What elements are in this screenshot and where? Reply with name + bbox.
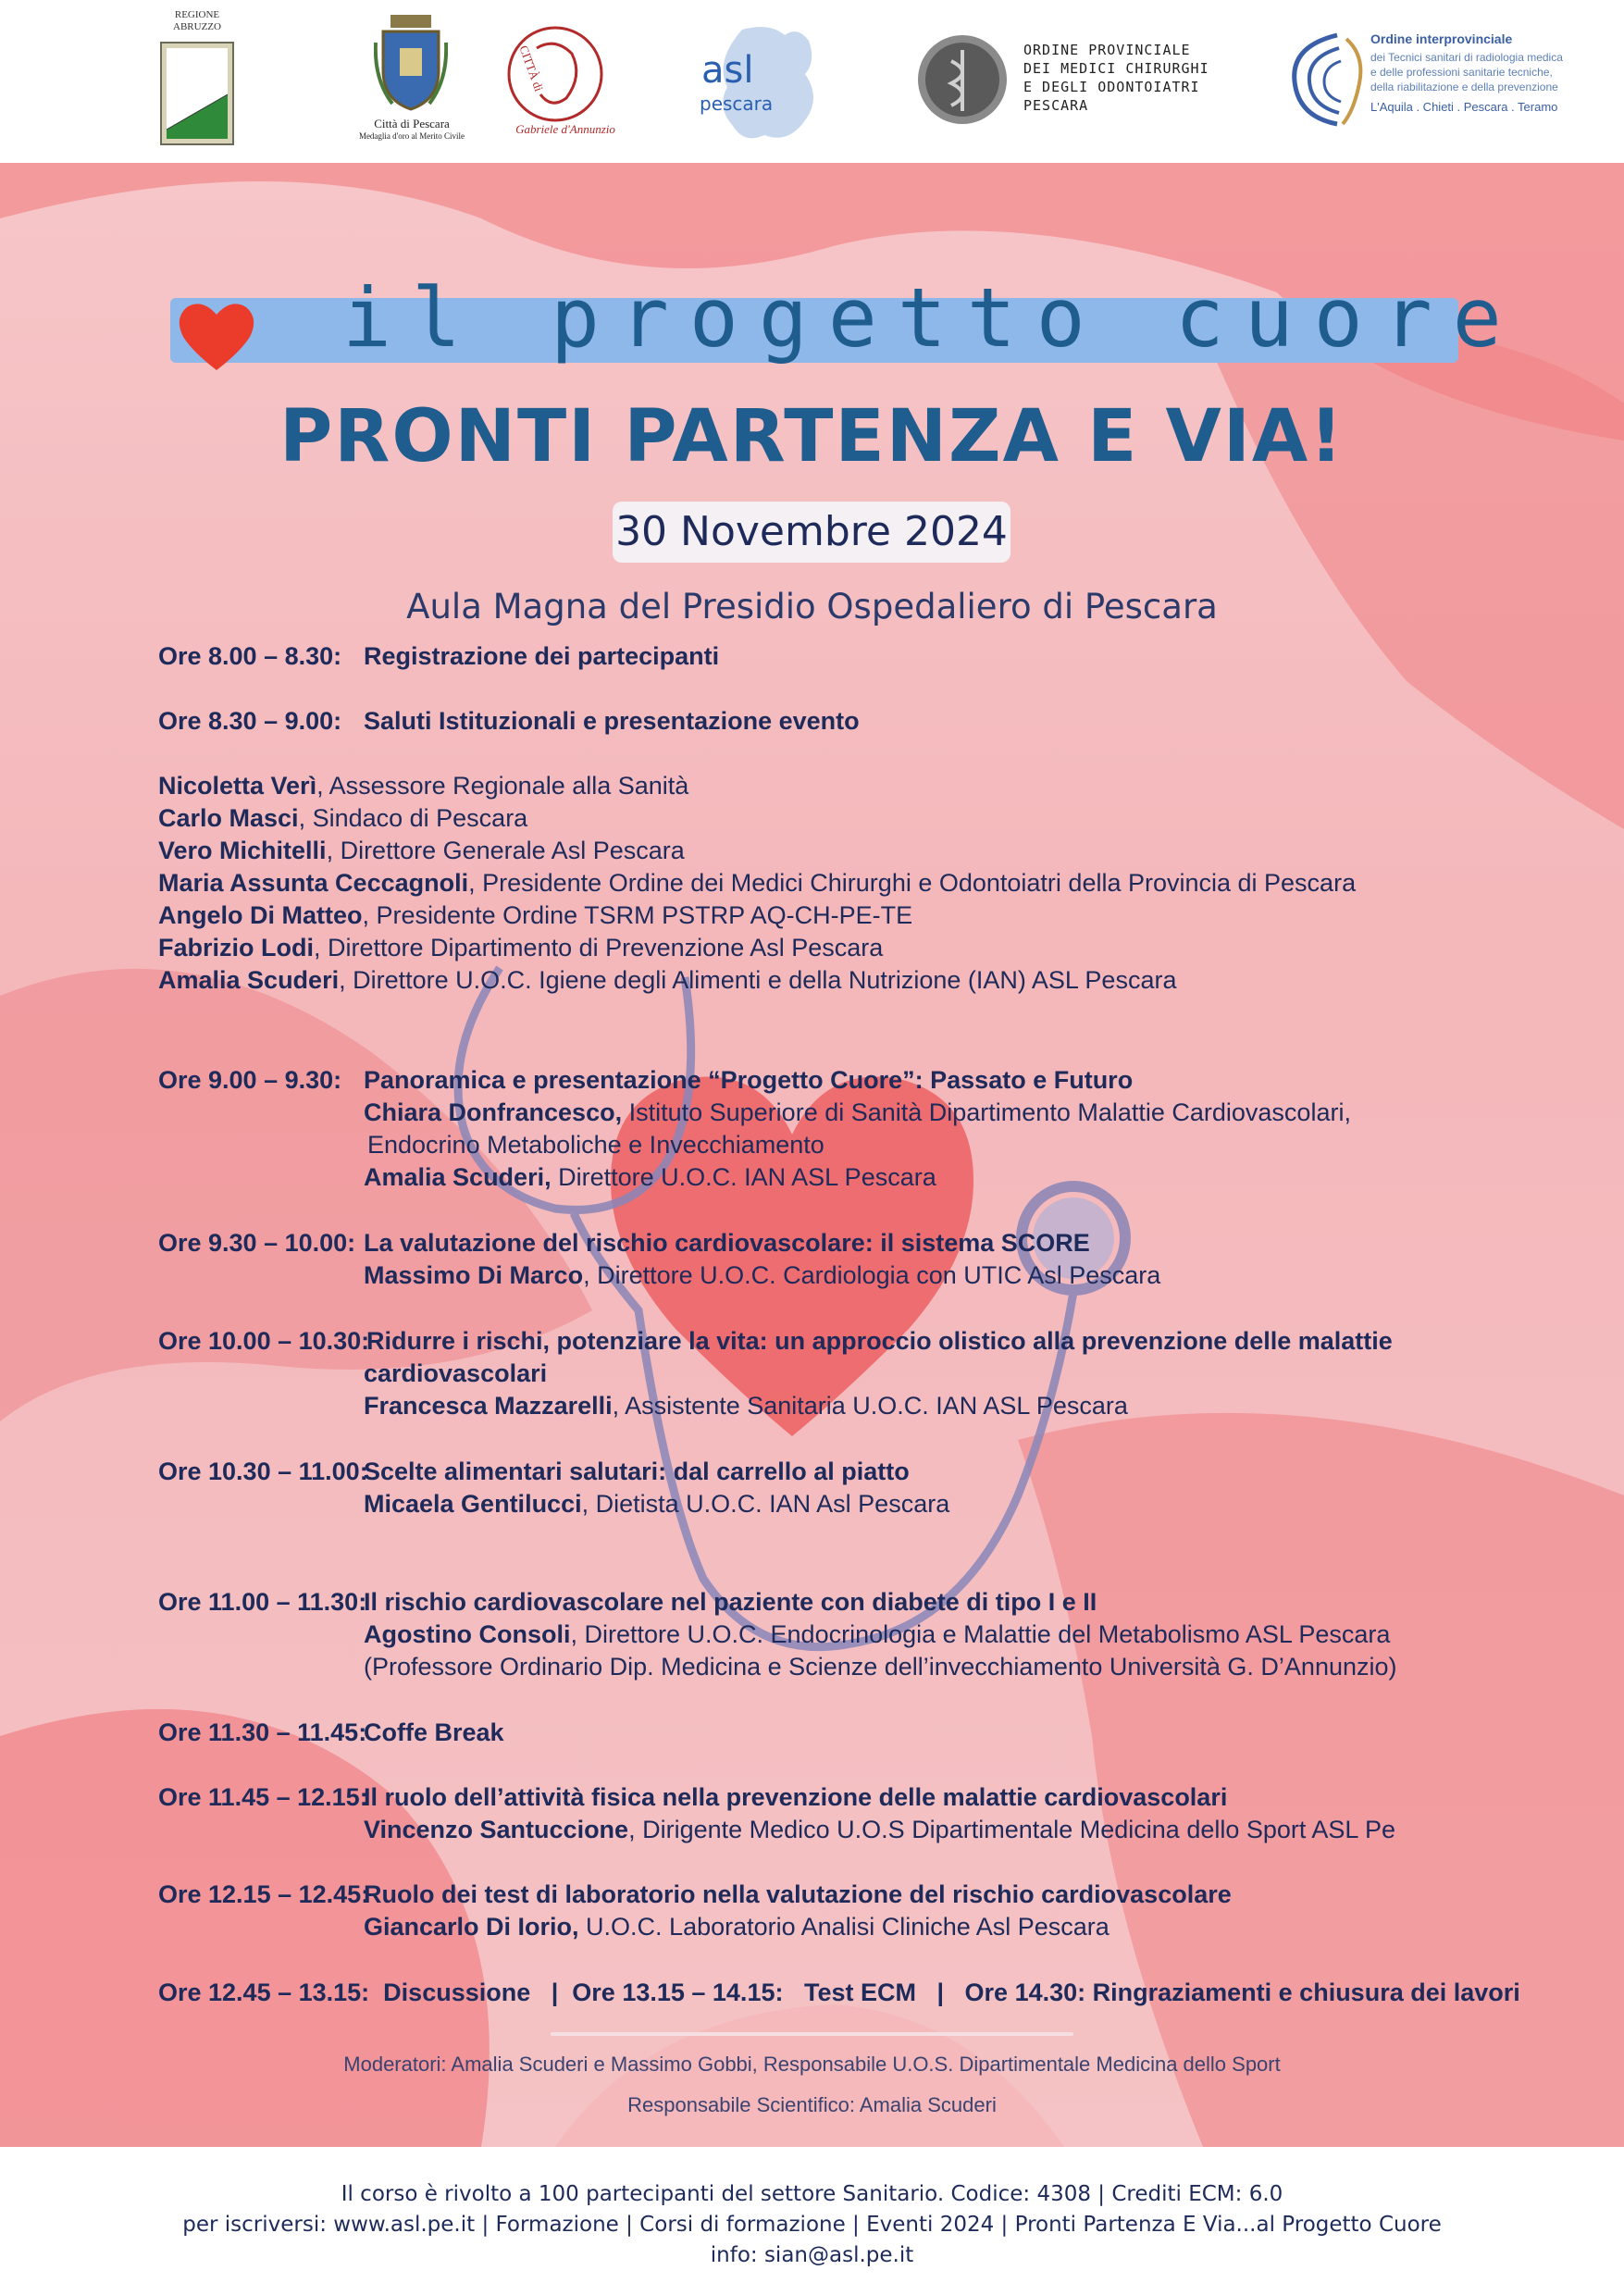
speaker-role: , Direttore Generale Asl Pescara — [326, 837, 685, 864]
speaker-name: Francesca Mazzarelli — [364, 1392, 613, 1420]
session-time: Ore 10.00 – 10.30: — [158, 1327, 370, 1355]
speaker-row — [158, 835, 685, 867]
speaker-role: , Presidente Ordine TSRM PSTRP AQ-CH-PE-TE — [362, 901, 913, 929]
speaker-row — [364, 1390, 1128, 1422]
speaker-name: Carlo Masci — [158, 804, 299, 832]
speaker-role: , Direttore U.O.C. Cardiologia con UTIC Asl Pescara — [583, 1261, 1161, 1289]
asl-label: asl — [701, 49, 754, 92]
session-time: Ore 9.00 – 9.30: — [158, 1066, 342, 1094]
dannunzio-emblem-icon — [500, 20, 611, 128]
contact-email[interactable]: info: sian@asl.pe.it — [710, 2243, 914, 2267]
speaker-row — [158, 964, 1176, 997]
ordine-tsrm-logo — [1282, 28, 1596, 130]
registration-info[interactable]: per iscriversi: www.asl.pe.it | Formazione | Corsi di formazione | Eventi 2024 | Pronti Partenza E Via...al Progetto Cuore — [182, 2213, 1442, 2237]
speaker-row — [364, 1259, 1160, 1292]
speaker-row — [158, 932, 883, 964]
speaker-name: Agostino Consoli — [364, 1620, 571, 1648]
dannunzio-signature: Gabriele d'Annunzio — [515, 122, 615, 136]
session-time: Ore 11.30 – 11.45: — [158, 1718, 367, 1746]
speaker-row — [158, 867, 1356, 899]
asl-pescara-logo — [696, 19, 825, 148]
speaker-name: Nicoletta Verì — [158, 772, 317, 800]
scientific-lead: Responsabile Scientifico: Amalia Scuderi — [627, 2093, 997, 2116]
speaker-row — [364, 1814, 1395, 1846]
speaker-name: Amalia Scuderi — [158, 966, 340, 994]
speaker-affiliation: (Professore Ordinario Dip. Medicina e Scienze dell’invecchiamento Università G. D’Annunzio) — [364, 1653, 1397, 1681]
citta-dannunzio-logo — [500, 20, 620, 150]
session-title: Ruolo dei test di laboratorio nella valutazione del rischio cardiovascolare — [364, 1880, 1232, 1908]
speaker-name: Micaela Gentilucci — [364, 1490, 582, 1518]
ordine-medici-logo — [916, 33, 1221, 126]
ordine-tsrm-line-2: e delle professioni sanitarie tecniche, — [1370, 66, 1553, 79]
session-title: Panoramica e presentazione “Progetto Cuore”: Passato e Futuro — [364, 1066, 1134, 1094]
pescara-coat-of-arms-icon — [374, 15, 448, 111]
session-title: Coffe Break — [364, 1718, 504, 1746]
speaker-name: Maria Assunta Ceccagnoli — [158, 869, 469, 897]
speaker-row — [158, 802, 527, 835]
session-title: Ridurre i rischi, potenziare la vita: un approccio olistico alla prevenzione delle malattie — [366, 1327, 1393, 1355]
session-time: Ore 11.00 – 11.30: — [158, 1588, 367, 1616]
citta-di-pescara-label: Città di Pescara — [374, 117, 450, 130]
speaker-role-continued: Endocrino Metaboliche e Invecchiamento — [367, 1131, 824, 1159]
divider — [551, 2032, 1073, 2036]
session-time: Ore 11.45 – 12.15: — [158, 1783, 368, 1811]
speaker-role: U.O.C. Laboratorio Analisi Cliniche Asl Pescara — [578, 1913, 1110, 1941]
speaker-row — [158, 770, 688, 802]
session-title: La valutazione del rischio cardiovascolare: il sistema SCORE — [364, 1229, 1090, 1257]
speaker-name: Vero Michitelli — [158, 837, 327, 864]
event-title: PRONTI PARTENZA E VIA! — [279, 395, 1345, 478]
speaker-row — [364, 1619, 1390, 1651]
ordine-tsrm-line-3: della riabilitazione e della prevenzione — [1370, 81, 1558, 93]
ordine-medici-line-1: ORDINE PROVINCIALE — [1023, 42, 1191, 58]
speaker-role: Istituto Superiore di Sanità Dipartimento Malattie Cardiovascolari, — [622, 1098, 1351, 1126]
event-date: 30 Novembre 2024 — [613, 502, 1010, 563]
speaker-role: , Dirigente Medico U.O.S Dipartimentale Medicina dello Sport ASL Pe — [628, 1816, 1395, 1843]
speaker-row — [158, 899, 912, 932]
session-time: Ore 10.30 – 11.00: — [158, 1458, 368, 1485]
tsrm-heart-outline-icon — [1282, 28, 1367, 130]
session-title: Scelte alimentari salutari: dal carrello al piatto — [364, 1458, 910, 1485]
speaker-role: , Direttore U.O.C. Igiene degli Alimenti e della Nutrizione (IAN) ASL Pescara — [339, 966, 1177, 994]
speaker-row — [364, 1161, 936, 1194]
ordine-tsrm-line-1: dei Tecnici sanitari di radiologia medica — [1370, 51, 1563, 64]
logo-header — [0, 0, 1624, 163]
banner-heart-icon — [174, 296, 267, 376]
citta-di-pescara-motto: Medaglia d'oro al Merito Civile — [358, 131, 465, 141]
regione-abruzzo-label: REGIONE ABRUZZO — [173, 9, 221, 32]
pescara-label: pescara — [700, 93, 774, 115]
course-info: Il corso è rivolto a 100 partecipanti del settore Sanitario. Codice: 4308 | Crediti ECM: 6.0 — [341, 2182, 1283, 2206]
speaker-role: , Dietista U.O.C. IAN Asl Pescara — [581, 1490, 950, 1518]
regione-abruzzo-logo — [159, 7, 235, 152]
project-title: il progetto cuore — [342, 270, 1522, 366]
ancient-coin-icon — [916, 33, 1009, 126]
speaker-role: , Direttore Dipartimento di Prevenzione Asl Pescara — [314, 934, 884, 961]
speaker-role: , Sindaco di Pescara — [298, 804, 528, 832]
speaker-row — [364, 1911, 1110, 1943]
session-title: Il rischio cardiovascolare nel paziente con diabete di tipo I e II — [364, 1588, 1097, 1616]
session-title: Il ruolo dell’attività fisica nella prevenzione delle malattie cardiovascolari — [364, 1783, 1228, 1811]
speaker-name: Amalia Scuderi, — [364, 1163, 552, 1191]
ordine-medici-line-2: DEI MEDICI CHIRURGHI — [1023, 60, 1209, 77]
session-title: Saluti Istituzionali e presentazione evento — [364, 707, 860, 735]
session-time: Ore 12.15 – 12.45: — [158, 1880, 370, 1908]
ordine-tsrm-cities: L'Aquila . Chieti . Pescara . Teramo — [1370, 100, 1558, 114]
speaker-role: Direttore U.O.C. IAN ASL Pescara — [551, 1163, 936, 1191]
speaker-row — [364, 1097, 1351, 1129]
session-time: Ore 8.30 – 9.00: — [158, 707, 342, 735]
citta-di-label: CITTÀ di — [516, 43, 547, 93]
session-time: Ore 9.30 – 10.00: — [158, 1229, 356, 1257]
speaker-role: , Assessore Regionale alla Sanità — [316, 772, 689, 800]
session-time: Ore 8.00 – 8.30: — [158, 642, 342, 670]
speaker-name: Chiara Donfrancesco, — [364, 1098, 623, 1126]
speaker-role: , Assistente Sanitaria U.O.C. IAN ASL Pescara — [612, 1392, 1128, 1420]
closing-schedule: Ore 12.45 – 13.15: Discussione | Ore 13.15 – 14.15: Test ECM | Ore 14.30: Ringraziamenti e chiusura dei lavori — [158, 1979, 1520, 2006]
ordine-medici-line-3: E DEGLI ODONTOIATRI — [1023, 79, 1200, 95]
speaker-role: , Direttore U.O.C. Endocrinologia e Malattie del Metabolismo ASL Pescara — [570, 1620, 1391, 1648]
speaker-name: Fabrizio Lodi — [158, 934, 314, 961]
speaker-name: Giancarlo Di Iorio, — [364, 1913, 579, 1941]
moderators: Moderatori: Amalia Scuderi e Massimo Gobbi, Responsabile U.O.S. Dipartimentale Medicina dello Sport — [343, 2053, 1281, 2076]
regione-abruzzo-crest-icon — [159, 41, 235, 152]
citta-di-pescara-logo — [352, 15, 490, 154]
event-venue: Aula Magna del Presidio Ospedaliero di Pescara — [406, 587, 1218, 626]
speaker-name: Vincenzo Santuccione — [364, 1816, 629, 1843]
speaker-role: , Presidente Ordine dei Medici Chirurghi e Odontoiatri della Provincia di Pescara — [468, 869, 1357, 897]
session-title-continued: cardiovascolari — [364, 1359, 548, 1387]
speaker-name: Massimo Di Marco — [364, 1261, 584, 1289]
ordine-medici-line-4: PESCARA — [1023, 97, 1089, 114]
speaker-row — [364, 1488, 949, 1520]
ordine-tsrm-title: Ordine interprovinciale — [1370, 31, 1513, 46]
session-title: Registrazione dei partecipanti — [364, 642, 720, 670]
speaker-name: Angelo Di Matteo — [158, 901, 363, 929]
